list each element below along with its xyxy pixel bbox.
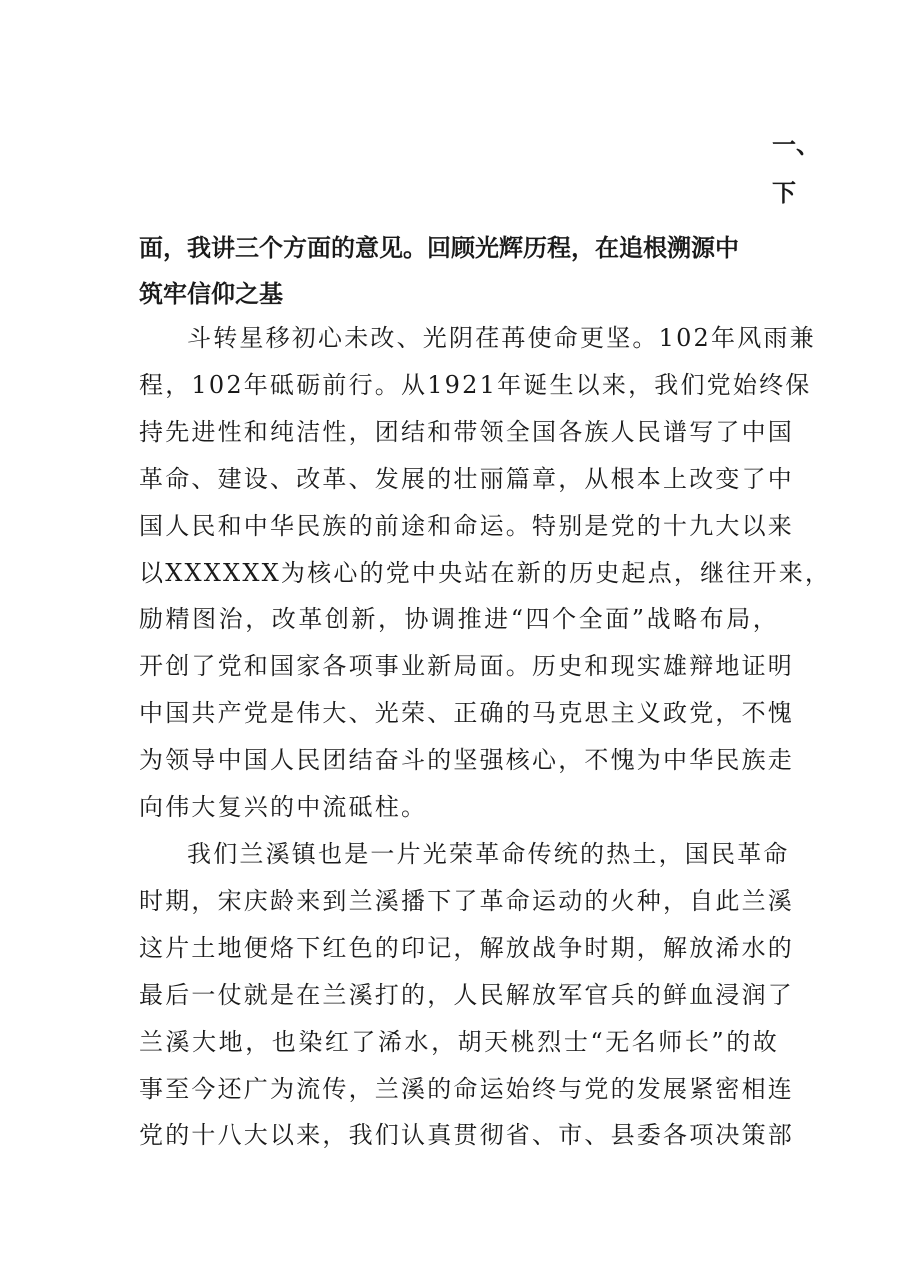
section-fragment: 下 [772,179,796,207]
text-line: 事至今还广为流传，兰溪的命运始终与党的发展紧密相连 [139,1074,794,1103]
text-line: 程，102年砥砺前行。从1921年诞生以来，我们党始终保 [139,370,812,399]
text-line: 励精图治，改革创新，协调推进“四个全面”战略布局， [139,605,779,634]
text-line: 国人民和中华民族的前途和命运。特别是党的十九大以来 [139,511,794,540]
text-line: 为领导中国人民团结奋斗的坚强核心，不愧为中华民族走 [139,746,794,775]
text-line: 时期，宋庆龄来到兰溪播下了革命运动的火种，自此兰溪 [139,886,794,915]
text-line: 这片土地便烙下红色的印记，解放战争时期，解放浠水的 [139,933,794,962]
text-line: 兰溪大地，也染红了浠水，胡天桃烈士“无名师长”的故 [139,1027,779,1056]
heading-line: 面，我讲三个方面的意见。回顾光辉历程，在追根溯源中 [139,234,739,262]
paragraph-history [139,315,832,831]
text-line: 党的十八大以来，我们认真贯彻省、市、县委各项决策部 [139,1121,794,1150]
body-text [139,315,832,1159]
text-line: 开创了党和国家各项事业新局面。历史和现实雄辩地证明 [139,652,794,681]
text-line: 以XXXXXX为核心的党中央站在新的历史起点，继往开来， [139,558,832,587]
paragraph-lanxi [139,831,794,1159]
section-heading [139,225,779,317]
text-line: 斗转星移初心未改、光阴荏苒使命更坚。102年风雨兼 [187,324,816,352]
heading-line: 筑牢信仰之基 [139,280,283,308]
section-number: 一、 [772,131,820,159]
text-line: 我们兰溪镇也是一片光荣革命传统的热土，国民革命 [187,839,790,868]
text-line: 持先进性和纯洁性，团结和带领全国各族人民谱写了中国 [139,417,794,446]
text-line: 向伟大复兴的中流砥柱。 [139,793,428,822]
text-line: 革命、建设、改革、发展的壮丽篇章，从根本上改变了中 [139,464,794,493]
text-line: 最后一仗就是在兰溪打的，人民解放军官兵的鲜血浸润了 [139,980,794,1009]
text-line: 中国共产党是伟大、光荣、正确的马克思主义政党，不愧 [139,699,794,728]
